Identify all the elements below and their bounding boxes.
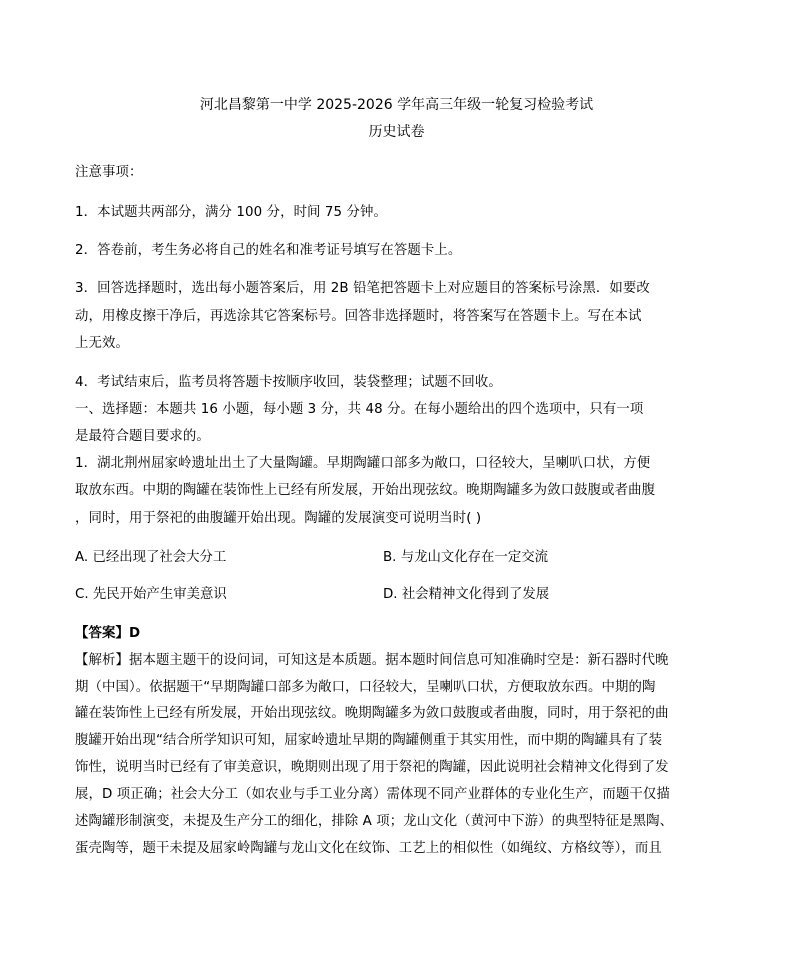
question-stem-line-1: 1．湖北荆州屈家岭遗址出土了大量陶罐。早期陶罐口部多为敞口，口径较大，呈喇叭口状，方便 bbox=[75, 456, 651, 471]
option-a: A. 已经出现了社会大分工 bbox=[75, 550, 227, 565]
analysis-line-1: 【解析】据本题主题干的设问词，可知这是本质题。据本题时间信息可知准确时空是：新石器时代晚 bbox=[75, 653, 669, 668]
notice-item-3-line-2: 动，用橡皮擦干净后，再选涂其它答案标号。回答非选择题时，将答案写在答题卡上。写在本试 bbox=[75, 309, 642, 324]
exam-title: 河北昌黎第一中学 2025-2026 学年高三年级一轮复习检验考试 bbox=[199, 97, 594, 113]
exam-subtitle: 历史试卷 bbox=[368, 124, 425, 140]
analysis-line-2: 期（中国）。依据题干“早期陶罐口部多为敞口，口径较大，呈喇叭口状，方便取放东西。中期的陶 bbox=[75, 680, 656, 695]
option-c: C. 先民开始产生审美意识 bbox=[75, 587, 227, 602]
question-stem-line-2: 取放东西。中期的陶罐在装饰性上已经有所发展，开始出现弦纹。晚期陶罐多为敛口鼓腹或者曲腹 bbox=[75, 483, 656, 498]
notice-item-3-line-3: 上无效。 bbox=[75, 336, 129, 351]
option-d: D. 社会精神文化得到了发展 bbox=[383, 587, 550, 602]
analysis-line-7: 述陶罐形制演变，未提及生产分工的细化，排除 A 项；龙山文化（黄河中下游）的典型特征是黑陶、 bbox=[75, 814, 674, 829]
notice-item-3-line-1: 3．回答选择题时，选出每小题答案后，用 2B 铅笔把答题卡上对应题目的答案标号涂黑．如要改 bbox=[75, 281, 650, 296]
section-heading-line-1: 一、选择题：本题共 16 小题，每小题 3 分，共 48 分。在每小题给出的四个选项中，只有一项 bbox=[75, 402, 644, 417]
option-b: B. 与龙山文化存在一定交流 bbox=[383, 550, 548, 565]
analysis-line-3: 罐在装饰性上已经有所发展，开始出现弦纹。晚期陶罐多为敛口鼓腹或者曲腹，同时，用于祭祀的曲 bbox=[75, 706, 669, 721]
question-stem-line-3: ，同时，用于祭祀的曲腹罐开始出现。陶罐的发展演变可说明当时( ) bbox=[75, 511, 482, 526]
analysis-line-5: 饰性，说明当时已经有了审美意识，晚期则出现了用于祭祀的陶罐，因此说明社会精神文化得到了发 bbox=[75, 760, 669, 775]
section-heading-line-2: 是最符合题目要求的。 bbox=[75, 429, 210, 444]
notice-item-2: 2．答卷前，考生务必将自己的姓名和准考证号填写在答题卡上。 bbox=[75, 243, 462, 258]
notice-item-1: 1．本试题共两部分，满分 100 分，时间 75 分钟。 bbox=[75, 205, 387, 220]
notice-item-4: 4．考试结束后，监考员将答题卡按顺序收回，装袋整理；试题不回收。 bbox=[75, 375, 502, 390]
notice-heading: 注意事项： bbox=[75, 165, 143, 180]
analysis-line-4: 腹罐开始出现“结合所学知识可知，屈家岭遗址早期的陶罐侧重于其实用性，而中期的陶罐具有了装 bbox=[75, 733, 663, 748]
analysis-line-6: 展，D 项正确；社会大分工（如农业与手工业分离）需体现不同产业群体的专业化生产，而题干仅描 bbox=[75, 787, 670, 802]
analysis-line-8: 蛋壳陶等，题干未提及屈家岭陶罐与龙山文化在纹饰、工艺上的相似性（如绳纹、方格纹等），而且 bbox=[75, 841, 662, 856]
answer-label: 【答案】D bbox=[75, 626, 141, 641]
